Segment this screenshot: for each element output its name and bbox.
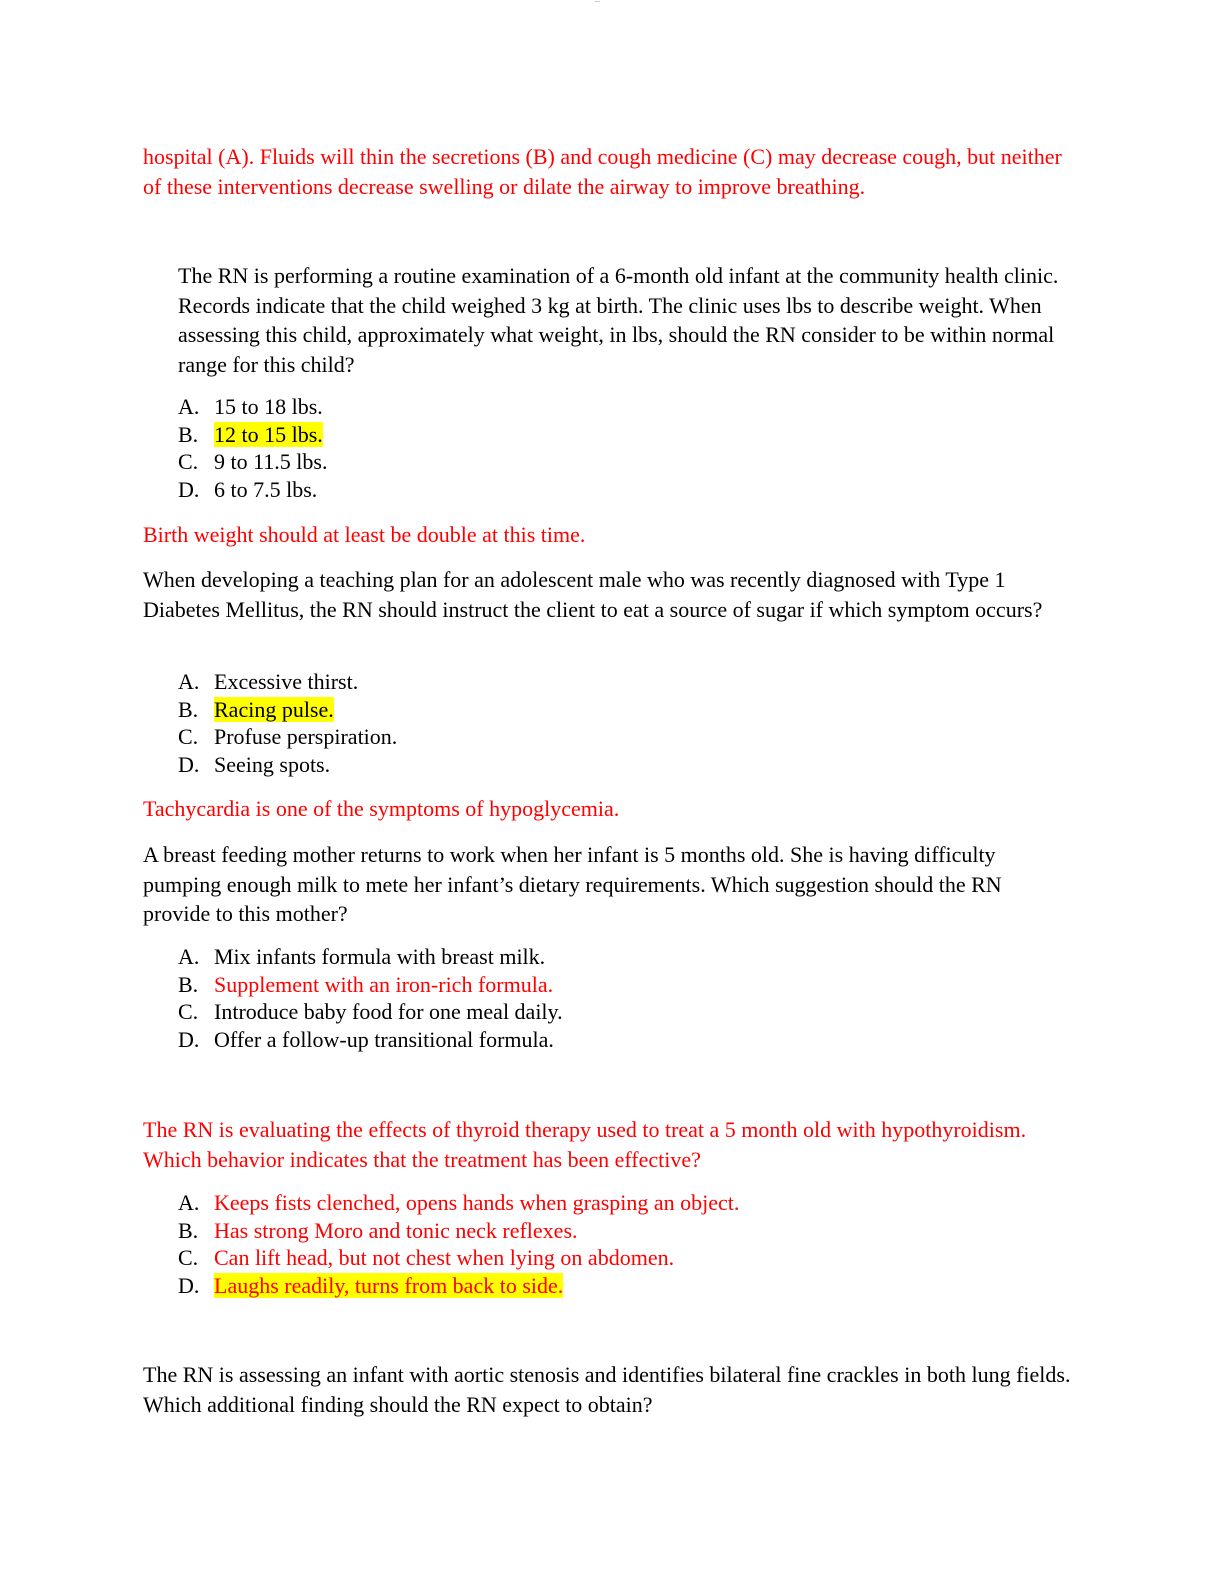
question-5-text: The RN is assessing an infant with aortic stenosis and identifies bilateral fine crackles in both lung fields. Which additional finding should the RN expect to obtain? [143, 1362, 1071, 1417]
option-text: 6 to 7.5 lbs. [214, 476, 318, 502]
option-item [178, 971, 1058, 999]
option-letter: C. [178, 1245, 199, 1270]
option-letter: B. [178, 971, 199, 997]
option-letter: C. [178, 449, 199, 474]
option-text: Introduce baby food for one meal daily. [214, 999, 563, 1024]
option-item [178, 943, 1058, 971]
option-item [178, 476, 1058, 504]
option-letter: B. [178, 696, 199, 722]
option-text: Keeps fists clenched, opens hands when grasping an object. [214, 1190, 740, 1215]
carryover-rationale: hospital (A). Fluids will thin the secretions (B) and cough medicine (C) may decrease cough, but neither of these interventions decrease swelling or dilate the airway to improve breathing. [143, 144, 1062, 199]
option-letter: D. [178, 476, 200, 502]
question-3-options [178, 943, 1058, 1053]
option-letter: A. [178, 1190, 200, 1215]
option-item [178, 723, 1058, 751]
option-letter: D. [178, 751, 200, 777]
question-2-rationale: Tachycardia is one of the symptoms of hypoglycemia. [143, 796, 620, 821]
option-letter: B. [178, 421, 199, 447]
option-text: Seeing spots. [214, 751, 331, 777]
option-letter: D. [178, 1026, 200, 1052]
option-letter: B. [178, 1217, 199, 1243]
option-letter: C. [178, 999, 199, 1024]
option-item [178, 751, 1058, 779]
question-1-rationale: Birth weight should at least be double at this time. [143, 522, 586, 547]
option-text: Mix infants formula with breast milk. [214, 944, 546, 969]
option-item [178, 998, 1058, 1026]
question-4-text: The RN is evaluating the effects of thyroid therapy used to treat a 5 month old with hypothyroidism. Which behavior indicates that the treatment has been effective? [143, 1117, 1027, 1172]
option-item [178, 668, 1058, 696]
option-letter: C. [178, 724, 199, 749]
option-text: Profuse perspiration. [214, 724, 398, 749]
option-item [178, 1244, 1058, 1272]
option-letter: A. [178, 669, 200, 694]
option-text: 15 to 18 lbs. [214, 394, 323, 419]
option-text: 9 to 11.5 lbs. [214, 449, 328, 474]
option-text: Excessive thirst. [214, 669, 359, 694]
question-2-text: When developing a teaching plan for an adolescent male who was recently diagnosed with Type 1 Diabetes Mellitus, the RN should instruct the client to eat a source of sugar if which symptom occurs? [143, 567, 1043, 622]
option-item [178, 448, 1058, 476]
option-letter: A. [178, 944, 200, 969]
option-item [178, 1217, 1058, 1245]
option-item [178, 393, 1058, 421]
question-4-options [178, 1189, 1058, 1299]
page-header-mark: — [595, 0, 600, 5]
question-2-options [178, 668, 1058, 778]
answer-option-text: Supplement with an iron-rich formula. [214, 971, 554, 997]
option-text: Has strong Moro and tonic neck reflexes. [214, 1217, 578, 1243]
highlighted-option-text: Racing pulse. [214, 696, 334, 722]
option-item [178, 1272, 1058, 1300]
option-item [178, 1189, 1058, 1217]
question-3-text: A breast feeding mother returns to work when her infant is 5 months old. She is having difficulty pumping enough milk to mete her infant’s dietary requirements. Which suggestion should the RN provide to this mother? [143, 842, 1002, 926]
option-letter: A. [178, 394, 200, 419]
option-letter: D. [178, 1272, 200, 1298]
question-1-options [178, 393, 1058, 503]
option-item [178, 421, 1058, 449]
option-text: Can lift head, but not chest when lying on abdomen. [214, 1245, 675, 1270]
option-item [178, 1026, 1058, 1054]
highlighted-option-text: Laughs readily, turns from back to side. [214, 1272, 564, 1298]
highlighted-option-text: 12 to 15 lbs. [214, 421, 323, 447]
option-text: Offer a follow-up transitional formula. [214, 1026, 554, 1052]
question-1-text: The RN is performing a routine examination of a 6-month old infant at the community health clinic. Records indicate that the child weighed 3 kg at birth. The clinic uses lbs to describe weight. When assessing this child, approximately what weight, in lbs, should the RN consider to be within normal range for this child? [178, 263, 1059, 377]
option-item [178, 696, 1058, 724]
